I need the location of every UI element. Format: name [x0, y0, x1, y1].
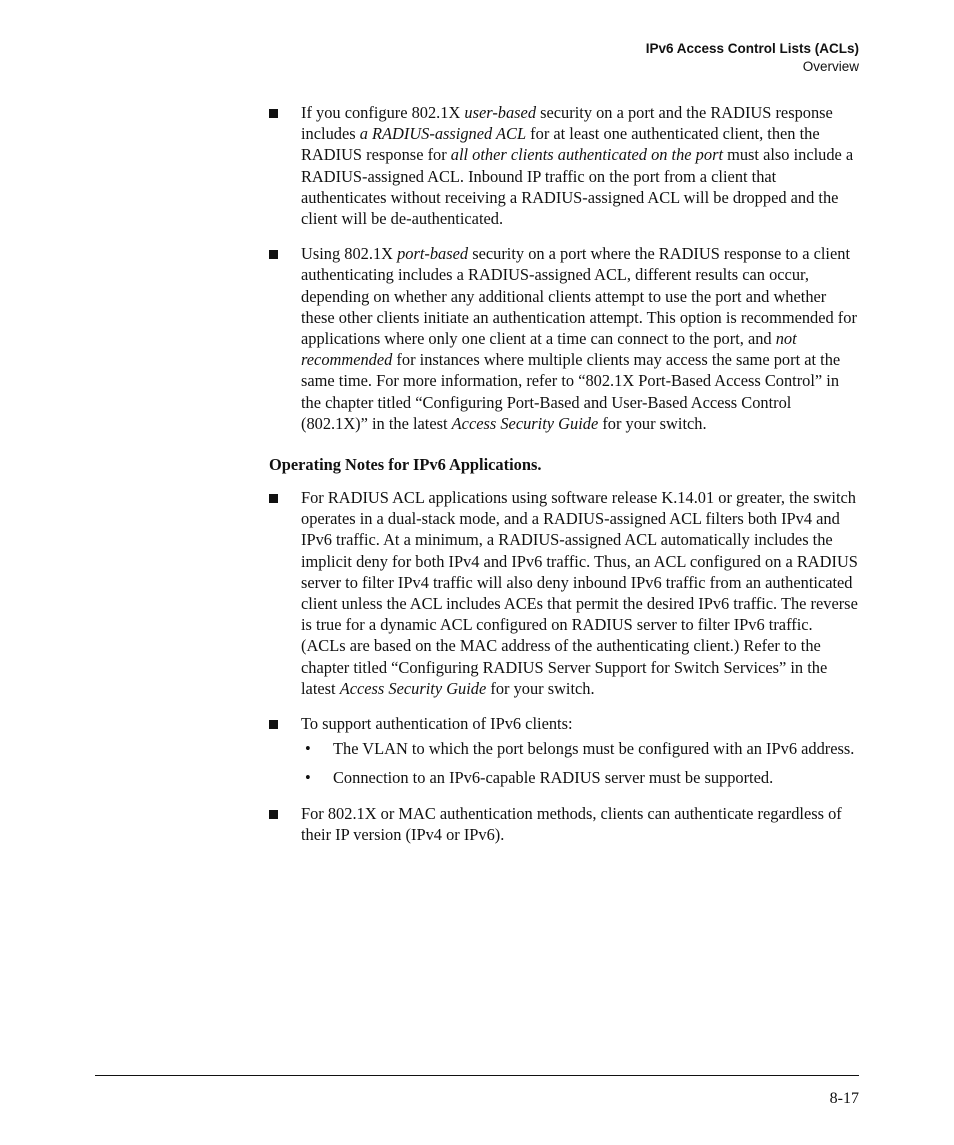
text-run: security on a port and the RADIUS response includes [301, 103, 833, 144]
text-run: for your switch. [486, 678, 595, 698]
sub-list [269, 738, 859, 788]
sub-list-item-text: Connection to an IPv6-capable RADIUS server must be supported. [333, 768, 774, 788]
bullet-ipv6-support [269, 713, 859, 734]
italic-text: all other clients authenticated on the port [450, 145, 724, 165]
bullet-user-based [269, 102, 859, 229]
bullet-text [301, 103, 853, 228]
dot-bullet-icon: • [305, 739, 311, 759]
main-content [269, 102, 859, 859]
section-heading: Operating Notes for IPv6 Applications. [269, 455, 542, 475]
text-run: for at least one authenticated client, then the RADIUS response for [301, 124, 820, 165]
square-bullet-icon [269, 720, 278, 729]
text-run: for your switch. [598, 413, 707, 433]
bullet-auth-methods [269, 803, 859, 845]
text-run: for instances where multiple clients may access the same port at the same time. For more information, refer to “802.1X Port-Based Access Control” in the chapter titled “Configuring Port-Based and User-Based Access Control (802.1X)” in the latest [301, 350, 841, 433]
square-bullet-icon [269, 810, 278, 819]
text-run: must also include a RADIUS-assigned ACL. Inbound IP traffic on the port from a client that authenticates without receiving a RADIUS-assigned ACL will be dropped and the client will be de-authenticated. [301, 145, 854, 229]
bullet-text: For 802.1X or MAC authentication methods, clients can authenticate regardless of their IP version (IPv4 or IPv6). [301, 803, 842, 844]
bullet-text [301, 244, 857, 433]
italic-text: port-based [397, 244, 469, 264]
dot-bullet-icon: • [305, 768, 311, 788]
italic-text: Access Security Guide [339, 678, 487, 698]
sub-list-item [301, 738, 859, 759]
running-header-title: IPv6 Access Control Lists (ACLs) [645, 41, 859, 56]
bullet-text [301, 488, 858, 698]
page-number: 8-17 [829, 1090, 859, 1107]
bullet-radius-acl [269, 487, 859, 699]
bullet-port-based [269, 243, 859, 434]
italic-text: user-based [464, 103, 537, 122]
text-run: If you configure 802.1X [301, 103, 465, 122]
italic-text: not recommended [301, 329, 797, 370]
text-run: For RADIUS ACL applications using software release K.14.01 or greater, the switch operates in a dual-stack mode, and a RADIUS-assigned ACL filters both IPv4 and IPv6 traffic. At a minimum, a RADIUS-assigned ACL automatically includes the implicit deny for both IPv4 and IPv6 traffic. Thus, an ACL configured on a RADIUS server to filter IPv4 traffic will also deny inbound IPv6 traffic from an authenticated client unless the ACL includes ACEs that permit the desired IPv6 traffic. The reverse is true for a dynamic ACL configured on RADIUS server to filter IPv6 traffic. (ACLs are based on the MAC address of the authenticating client.) Refer to the chapter titled “Configuring RADIUS Server Support for Switch Services” in the latest [301, 488, 858, 698]
italic-text: a RADIUS-assigned ACL [359, 124, 527, 144]
footer-rule [95, 1075, 859, 1076]
square-bullet-icon [269, 250, 278, 259]
text-run: Using 802.1X [301, 244, 398, 264]
square-bullet-icon [269, 494, 278, 503]
bullet-text: To support authentication of IPv6 clients: [301, 714, 573, 734]
text-run: security on a port where the RADIUS response to a client authenticating includes a RADIUS-assigned ACL, different results can occur, depending on whether any additional clients attempt to use the port and whether these other clients initiate an authentication attempt. This option is recommended for applications where only one client at a time can connect to the port, and [301, 244, 857, 349]
sub-list-item-text: The VLAN to which the port belongs must be configured with an IPv6 address. [333, 739, 855, 759]
sub-list-item [301, 767, 859, 788]
italic-text: Access Security Guide [451, 413, 599, 433]
running-header [646, 40, 859, 76]
running-header-subtitle: Overview [802, 59, 859, 74]
square-bullet-icon [269, 109, 278, 118]
